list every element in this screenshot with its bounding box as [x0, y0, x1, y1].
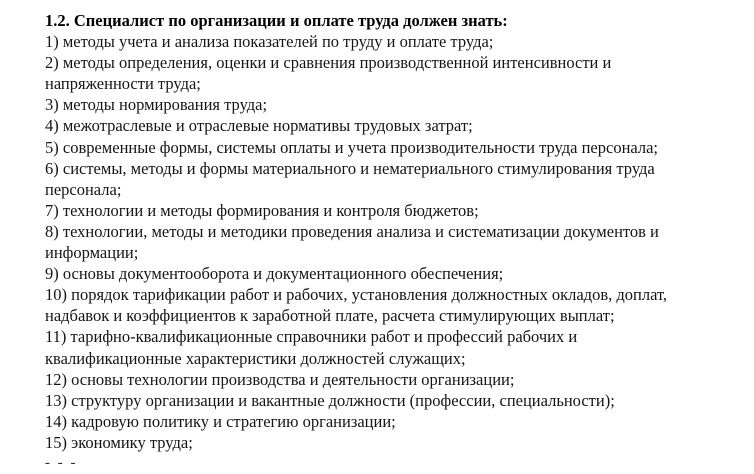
list-item-14: 14) кадровую политику и стратегию организации; — [45, 411, 396, 431]
list-item-9: 9) основы документооборота и документационного обеспечения; — [45, 264, 504, 284]
list-item-15: 15) экономику труда; — [45, 432, 193, 452]
clipped-next-line-fragment: - - - — [45, 454, 78, 471]
list-item-13: 13) структуру организации и вакантные должности (профессии, специальности); — [45, 390, 615, 410]
list-item-7: 7) технологии и методы формирования и контроля бюджетов; — [45, 200, 479, 220]
list-item-5: 5) современные формы, системы оплаты и учета производительности труда персонала; — [45, 137, 659, 157]
list-item-3: 3) методы нормирования труда; — [45, 95, 268, 115]
list-item-12: 12) основы технологии производства и деятельности организации; — [45, 369, 515, 389]
list-item-1: 1) методы учета и анализа показателей по труду и оплате труда; — [45, 32, 494, 52]
list-item-10: 10) порядок тарификации работ и рабочих, установления должностных окладов, доплат, надбавок и коэффициентов к заработной плате, расчета стимулирующих выплат; — [45, 285, 668, 326]
list-item-11: 11) тарифно-квалификационные справочники работ и профессий рабочих и квалификационные характеристики должностей служащих; — [45, 327, 578, 368]
list-item-8: 8) технологии, методы и методики проведения анализа и систематизации документов и информации; — [45, 221, 659, 263]
list-item-2: 2) методы определения, оценки и сравнения производственной интенсивности и напряженности труда; — [45, 53, 612, 94]
list-item-6: 6) системы, методы и формы материального и нематериального стимулирования труда персонала; — [45, 158, 655, 199]
section-heading: 1.2. Специалист по организации и оплате труда должен знать: — [45, 11, 508, 30]
list-item-4: 4) межотраслевые и отраслевые нормативы трудовых затрат; — [45, 116, 473, 136]
